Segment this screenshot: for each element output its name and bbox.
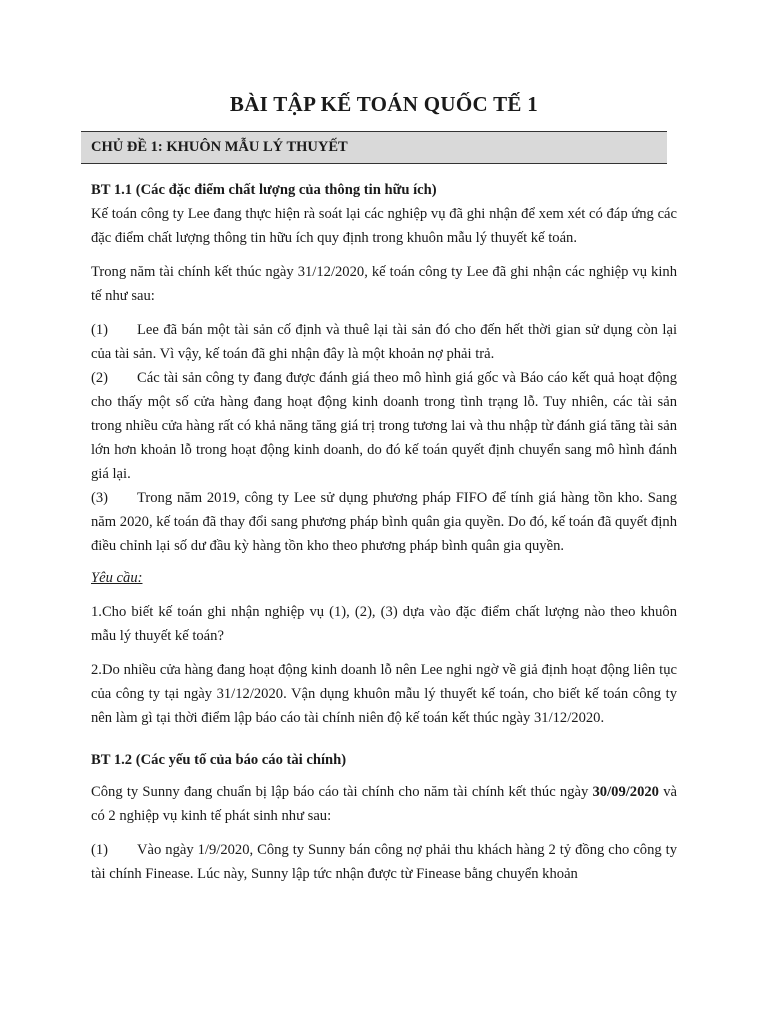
exercise-1-intro-2: Trong năm tài chính kết thúc ngày 31/12/2020, kế toán công ty Lee đã ghi nhận các nghiệp vụ kinh tế như sau: — [91, 264, 677, 304]
requirement-2: 2.Do nhiều cửa hàng đang hoạt động kinh doanh lỗ nên Lee nghi ngờ về giả định hoạt động liên tục của công ty tại ngày 31/12/2020. Vận dụng khuôn mẫu lý thuyết kế toán, cho biết kế toán công ty nên làm gì tại thời điểm lập báo cáo tài chính niên độ kế toán kết thúc ngày 31/12/2020. — [91, 662, 677, 726]
exercise-1-item-3 — [91, 486, 677, 558]
item-text: Các tài sản công ty đang được đánh giá theo mô hình giá gốc và Báo cáo kết quả hoạt động cho thấy một số cửa hàng đang hoạt động kinh doanh trong tình trạng lỗ. Tuy nhiên, các tài sản trong nhiều cửa hàng rất có khả năng tăng giá trị trong tương lai và thu nhập từ đánh giá tăng tài sản lớn hơn khoản lỗ trong hoạt động kinh doanh, do đó kế toán quyết định chuyển sang mô hình đánh giá lại. — [91, 370, 677, 482]
exercise-1-heading: BT 1.1 (Các đặc điểm chất lượng của thông tin hữu ích) — [91, 182, 437, 198]
item-text: Lee đã bán một tài sản cố định và thuê lại tài sản đó cho đến hết thời gian sử dụng còn lại của tài sản. Vì vậy, kế toán đã ghi nhận đây là một khoản nợ phải trả. — [91, 322, 677, 362]
document-title: BÀI TẬP KẾ TOÁN QUỐC TẾ 1 — [229, 92, 539, 116]
item-number: (3) — [91, 490, 109, 506]
intro-text-start: Công ty Sunny đang chuẩn bị lập báo cáo tài chính cho năm tài chính kết thúc ngày — [91, 784, 593, 800]
fiscal-year-end-date: 30/09/2020 — [592, 784, 659, 800]
exercise-2-intro — [91, 780, 677, 828]
exercise-2-heading: BT 1.2 (Các yếu tố của báo cáo tài chính) — [91, 752, 347, 768]
requirements-label: Yêu cầu: — [91, 570, 143, 586]
exercise-1-item-1 — [91, 318, 677, 366]
topic-title: CHỦ ĐỀ 1: KHUÔN MẪU LÝ THUYẾT — [91, 139, 348, 155]
item-text: Vào ngày 1/9/2020, Công ty Sunny bán công nợ phải thu khách hàng 2 tỷ đồng cho công ty tài chính Finease. Lúc này, Sunny lập tức nhận được từ Finease bằng chuyển khoản — [91, 842, 677, 882]
intro-text-end: và có 2 nghiệp vụ kinh tế phát sinh như sau: — [91, 784, 677, 824]
requirement-1: 1.Cho biết kế toán ghi nhận nghiệp vụ (1), (2), (3) dựa vào đặc điểm chất lượng nào theo khuôn mẫu lý thuyết kế toán? — [91, 604, 677, 644]
exercise-1-intro: Kế toán công ty Lee đang thực hiện rà soát lại các nghiệp vụ đã ghi nhận để xem xét có đáp ứng các đặc điểm chất lượng thông tin hữu ích quy định trong khuôn mẫu lý thuyết kế toán. — [91, 206, 677, 246]
requirements-label-row — [91, 566, 677, 590]
topic-header-bar — [81, 131, 667, 164]
exercise-1-item-2 — [91, 366, 677, 486]
exercise-2-item-1 — [91, 838, 677, 886]
document-body — [91, 178, 677, 886]
item-number: (1) — [91, 322, 109, 338]
item-text: Trong năm 2019, công ty Lee sử dụng phương pháp FIFO để tính giá hàng tồn kho. Sang năm 2020, kế toán đã thay đổi sang phương pháp bình quân gia quyền. Do đó, kế toán đã quyết định điều chỉnh lại số dư đầu kỳ hàng tồn kho theo phương pháp bình quân gia quyền. — [91, 490, 677, 554]
item-number: (2) — [91, 370, 109, 386]
item-number: (1) — [91, 842, 109, 858]
